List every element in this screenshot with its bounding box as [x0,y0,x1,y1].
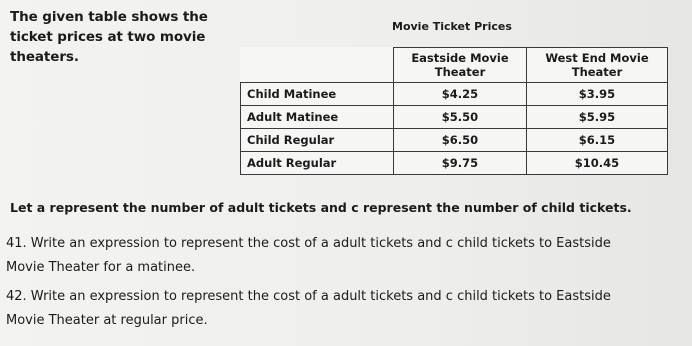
row-label: Adult Regular [241,152,394,175]
table-row [241,129,668,152]
row-label: Adult Matinee [241,106,394,129]
price-cell: $10.45 [527,152,668,175]
column-header-eastside: Eastside Movie Theater [394,48,527,83]
intro-text: The given table shows the ticket prices at two movie theaters. [10,9,208,65]
price-cell: $5.95 [527,106,668,129]
variable-definition-text: Let a represent the number of adult tickets and c represent the number of child tickets. [10,200,632,215]
price-cell: $6.15 [527,129,668,152]
table-corner-cell [241,48,394,83]
price-cell: $5.50 [394,106,527,129]
question-41: 41. Write an expression to represent the cost of a adult tickets and c child tickets to Eastside Movie Theater for a matinee. [6,236,611,275]
column-header-west-end: West End Movie Theater [527,48,668,83]
price-cell: $4.25 [394,83,527,106]
price-cell: $9.75 [394,152,527,175]
price-cell: $3.95 [527,83,668,106]
question-42: 42. Write an expression to represent the cost of a adult tickets and c child tickets to Eastside Movie Theater at regular price. [6,289,611,328]
table-row [241,152,668,175]
table-title: Movie Ticket Prices [392,20,512,33]
table-header-row [241,48,668,83]
ticket-price-table [240,47,668,175]
table-row [241,106,668,129]
table-row [241,83,668,106]
row-label: Child Regular [241,129,394,152]
price-cell: $6.50 [394,129,527,152]
row-label: Child Matinee [241,83,394,106]
